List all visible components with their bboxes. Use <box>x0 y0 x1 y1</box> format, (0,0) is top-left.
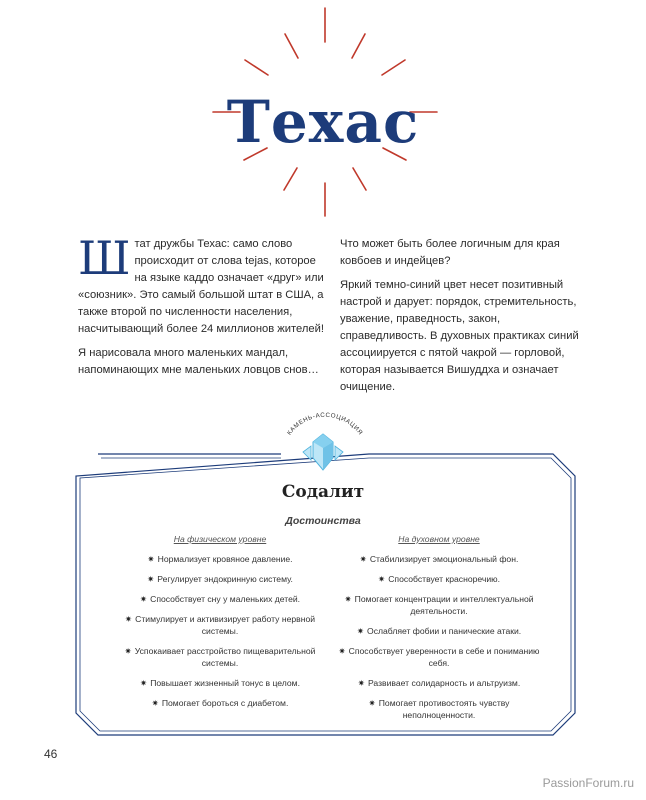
physical-level-list <box>116 533 324 717</box>
list-item: ✷ Помогает бороться с диабетом. <box>151 698 289 708</box>
list-item: ✷ Способствует сну у маленьких детей. <box>139 594 301 604</box>
physical-level-heading: На физическом уровне <box>173 534 267 544</box>
list-item: ✷ Способствует уверенности в себе и пониманию себя. <box>338 646 540 668</box>
page-number: 46 <box>44 747 58 761</box>
list-item: ✷ Ослабляет фобии и панические атаки. <box>356 626 522 636</box>
star-icon: ✷ <box>139 594 148 604</box>
list-item: ✷ Помогает противостоять чувству неполноценности. <box>368 698 510 720</box>
badge-label: КАМЕНЬ-АССОЦИАЦИЯ <box>286 411 364 437</box>
list-item: ✷ Успокаивает расстройство пищеварительной системы. <box>124 646 316 668</box>
star-icon: ✷ <box>378 574 386 584</box>
spiritual-level-heading: На духовном уровне <box>398 534 480 544</box>
intro-paragraph-2: Я нарисовала много маленьких мандал, напоминающих мне маленьких ловцов снов… <box>78 347 319 376</box>
watermark: PassionForum.ru <box>542 776 634 790</box>
spiritual-level-list <box>336 533 542 729</box>
list-item: ✷ Развивает солидарность и альтруизм. <box>357 678 521 688</box>
star-icon: ✷ <box>357 678 365 688</box>
star-icon: ✷ <box>151 698 159 708</box>
drop-cap: Ш <box>78 231 131 285</box>
star-icon: ✷ <box>140 678 148 688</box>
star-icon: ✷ <box>338 646 346 656</box>
star-icon: ✷ <box>124 646 132 656</box>
stone-name: Содалит <box>281 482 365 502</box>
list-item: ✷ Способствует красноречию. <box>378 574 500 584</box>
star-icon: ✷ <box>344 594 352 604</box>
star-icon: ✷ <box>368 698 376 708</box>
star-icon: ✷ <box>147 554 155 564</box>
list-item: ✷ Нормализует кровяное давление. <box>147 554 293 564</box>
page-title: Техас <box>226 88 420 156</box>
star-icon: ✷ <box>147 574 155 584</box>
list-item: ✷ Стабилизирует эмоциональный фон. <box>359 554 519 564</box>
intro-paragraph-1-text: тат дружбы Техас: само слово происходит от слова tejas, которое на языке каддо означает «друг» или «союзник». Это самый большой штат в США, а также второй по численности населения, насчитывающий более 24 миллионов жителей! <box>78 238 324 335</box>
stone-subheading: Достоинства <box>285 515 361 527</box>
star-icon: ✷ <box>356 626 365 636</box>
star-icon: ✷ <box>124 614 133 624</box>
list-item: ✷ Стимулирует и активизирует работу нервной системы. <box>124 614 316 636</box>
list-item: ✷ Регулирует эндокринную систему. <box>147 574 293 584</box>
crystal-icon <box>301 432 345 474</box>
intro-paragraph-3: Что может быть более логичным для края ковбоев и индейцев? <box>340 238 560 267</box>
star-icon: ✷ <box>359 554 367 564</box>
list-item: ✷ Повышает жизненный тонус в целом. <box>140 678 300 688</box>
list-item: ✷ Помогает концентрации и интеллектуальной деятельности. <box>344 594 534 616</box>
intro-paragraph-4: Яркий темно-синий цвет несет позитивный настрой и дарует: порядок, стремительность, уважение, праведность, закон, справедливость. В духовных практиках синий ассоциируется с пятой чакрой — горловой, которая называется Вишуддха и означает очищение. <box>340 279 579 393</box>
